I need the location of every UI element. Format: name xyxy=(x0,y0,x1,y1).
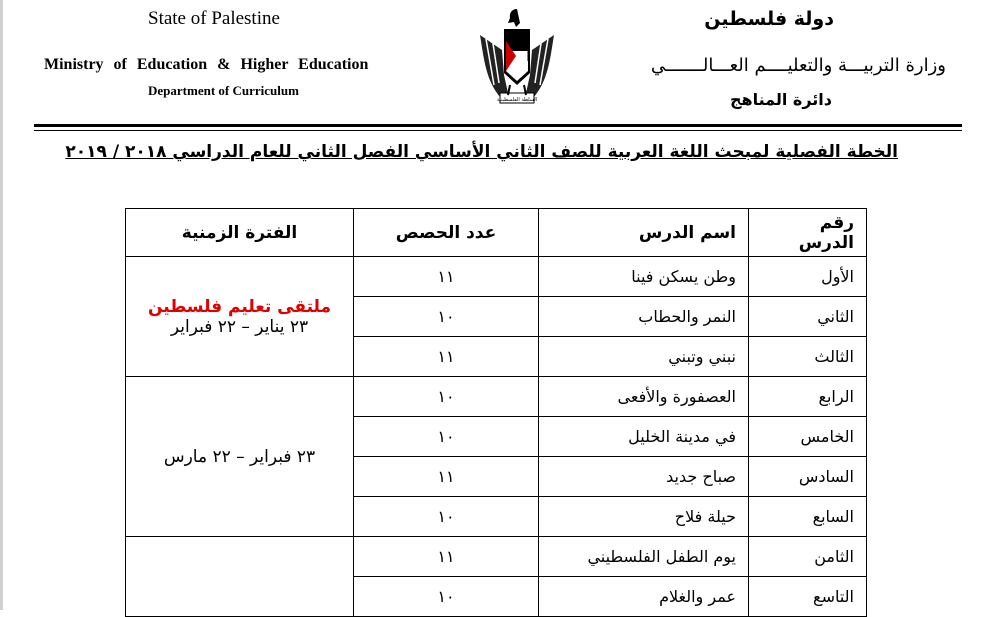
header-divider-thin xyxy=(34,130,962,131)
period-event-label: ملتقى تعليم فلسطين xyxy=(147,296,332,317)
lesson-number: الرابع xyxy=(749,377,867,417)
session-count: ١١ xyxy=(354,257,539,297)
lesson-name: وطن يسكن فينا xyxy=(539,257,749,297)
lesson-name: العصفورة والأفعى xyxy=(539,377,749,417)
state-name-ar: دولة فلسطين xyxy=(704,8,834,30)
header-lesson-name: اسم الدرس xyxy=(539,209,749,257)
lesson-number: السادس xyxy=(749,457,867,497)
session-count: ١٠ xyxy=(354,297,539,337)
lesson-name: حيلة فلاح xyxy=(539,497,749,537)
header-time-period: الفترة الزمنية xyxy=(126,209,354,257)
lesson-number: التاسع xyxy=(749,577,867,617)
session-count: ١١ xyxy=(354,537,539,577)
lesson-number: الخامس xyxy=(749,417,867,457)
ministry-name-ar: وزارة التربيـــة والتعليــــم العـــالـــــــي xyxy=(650,55,946,76)
lesson-name: صباح جديد xyxy=(539,457,749,497)
lesson-name: في مدينة الخليل xyxy=(539,417,749,457)
ministry-name-en: Ministry of Education & Higher Education xyxy=(44,56,369,73)
table-header-row xyxy=(126,209,867,257)
emblem-caption: السلطة الفلسطينية xyxy=(496,97,538,103)
session-count: ١٠ xyxy=(354,577,539,617)
session-count: ١٠ xyxy=(354,417,539,457)
session-count: ١٠ xyxy=(354,497,539,537)
header-divider-thick xyxy=(34,124,962,127)
plan-title: الخطة الفصلية لمبحث اللغة العربية للصف الثاني الأساسي الفصل الثاني للعام الدراسي ٢٠١٨ / ٢٠١٩ xyxy=(65,142,898,162)
lesson-number: الثالث xyxy=(749,337,867,377)
page-edge xyxy=(0,0,3,610)
lesson-number: الأول xyxy=(749,257,867,297)
time-period-2 xyxy=(126,377,354,537)
lesson-number: السابع xyxy=(749,497,867,537)
session-count: ١٠ xyxy=(354,377,539,417)
department-name-ar: دائرة المناهج xyxy=(729,90,832,109)
department-name-en: Department of Curriculum xyxy=(148,83,299,98)
lesson-name: نبني وتبني xyxy=(539,337,749,377)
lesson-number: الثامن xyxy=(749,537,867,577)
lesson-name: النمر والحطاب xyxy=(539,297,749,337)
header-lesson-number: رقم الدرس xyxy=(749,209,867,257)
lesson-name: عمر والغلام xyxy=(539,577,749,617)
palestine-eagle-emblem-icon xyxy=(472,5,562,117)
lesson-plan-table xyxy=(125,208,867,617)
period-range: ٢٣ يناير – ٢٢ فبراير xyxy=(170,316,309,337)
table-row xyxy=(126,257,867,297)
period-range: ٢٣ فبراير – ٢٢ مارس xyxy=(163,446,316,467)
session-count: ١١ xyxy=(354,337,539,377)
time-period-3 xyxy=(126,537,354,617)
time-period-1 xyxy=(126,257,354,377)
header-session-count: عدد الحصص xyxy=(354,209,539,257)
session-count: ١١ xyxy=(354,457,539,497)
table-row xyxy=(126,537,867,577)
lesson-name: يوم الطفل الفلسطيني xyxy=(539,537,749,577)
lesson-number: الثاني xyxy=(749,297,867,337)
state-name-en: State of Palestine xyxy=(148,8,280,29)
table-row xyxy=(126,377,867,417)
